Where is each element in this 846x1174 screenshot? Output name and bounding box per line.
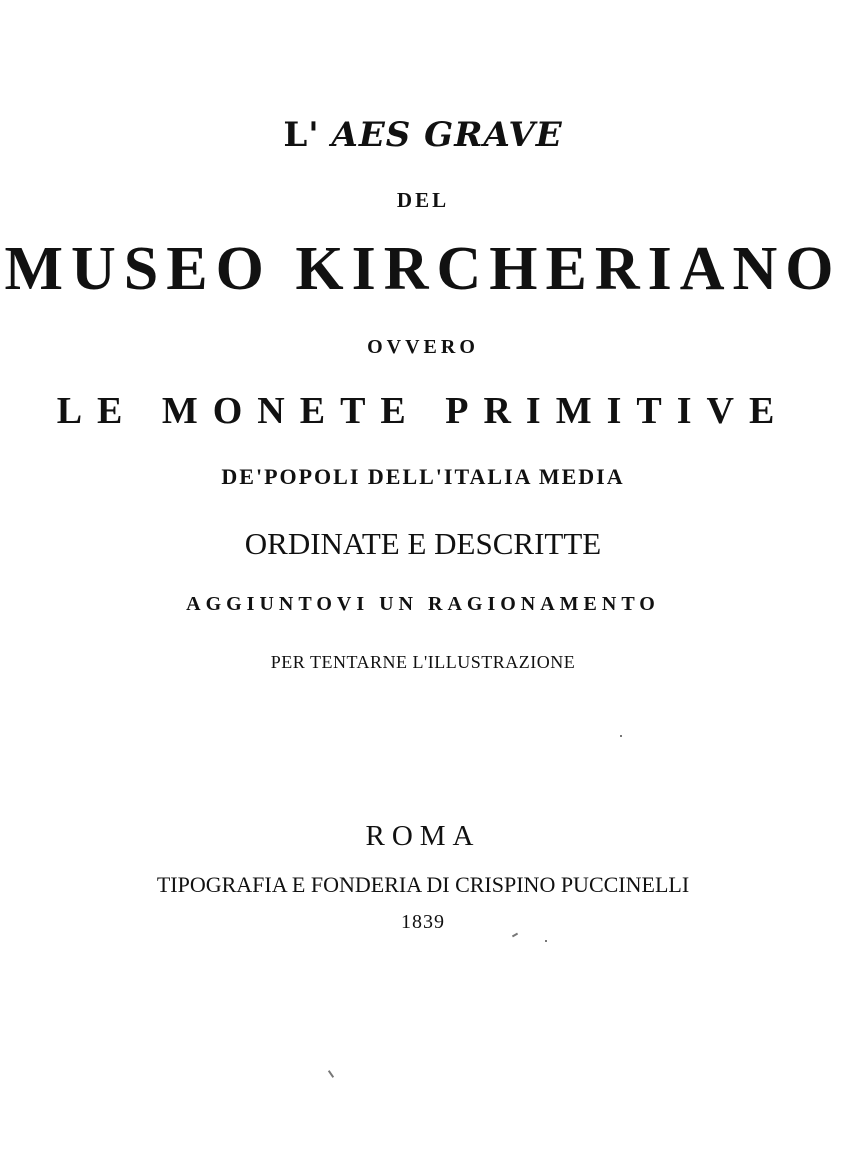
main-title: MUSEO KIRCHERIANO [4,235,842,303]
print-speck [328,1070,334,1078]
title-line-del: DEL [396,188,450,212]
subtitle-popoli: DE'POPOLI DELL'ITALIA MEDIA [221,464,625,489]
title-line-ovvero: OVVERO [367,336,479,358]
print-speck [545,940,547,942]
subtitle-aggiuntovi: AGGIUNTOVI UN RAGIONAMENTO [186,593,660,615]
title-article: L' [283,115,320,155]
print-speck [512,933,518,938]
subtitle-illustrazione: PER TENTARNE L'ILLUSTRAZIONE [270,652,576,672]
title-aes-grave: AES GRAVE [331,115,563,155]
title-line-aes-grave [0,115,846,155]
imprint-city: ROMA [365,820,481,852]
imprint-printer: TIPOGRAFIA E FONDERIA DI CRISPINO PUCCINELLI [156,872,690,897]
imprint-year: 1839 [401,911,445,933]
print-speck [620,735,622,737]
subtitle-monete-primitive: LE MONETE PRIMITIVE [56,390,790,432]
subtitle-ordinate: ORDINATE E DESCRITTE [244,526,602,561]
